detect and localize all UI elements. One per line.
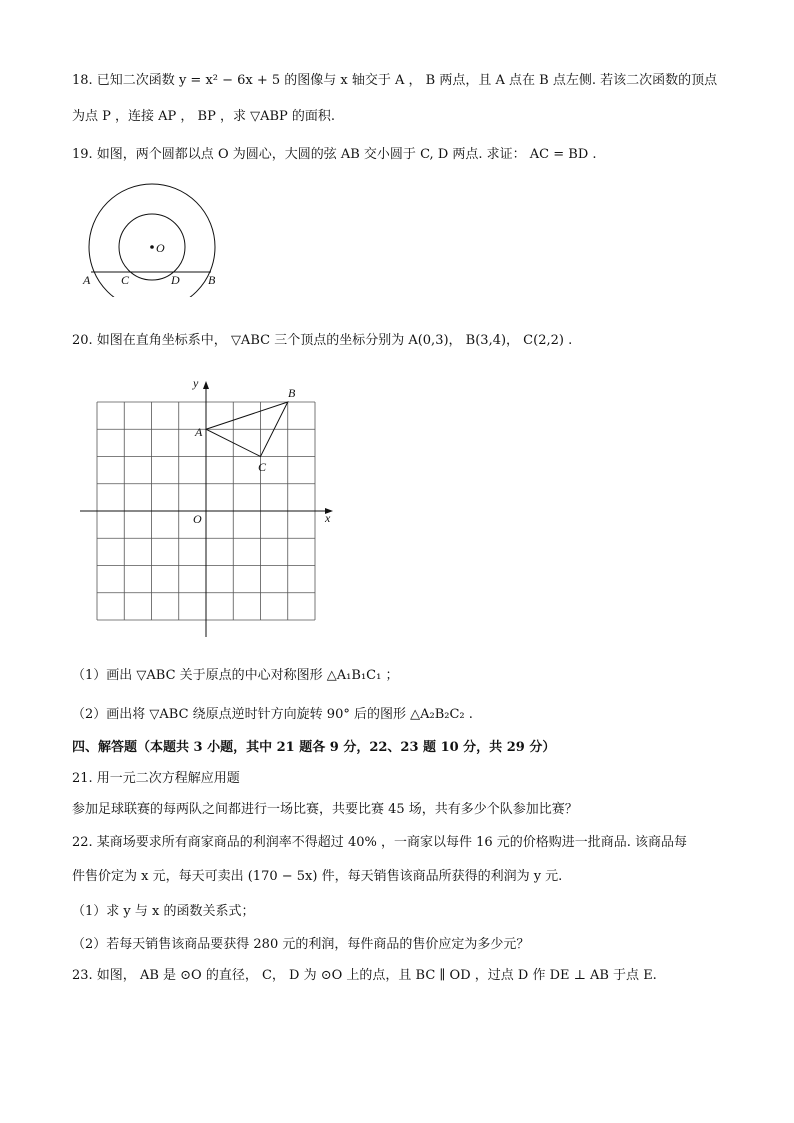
center-point bbox=[150, 245, 154, 249]
q19-text: 19. 如图，两个圆都以点 O 为圆心，大圆的弦 AB 交小圆于 C, D 两点. 求证： AC = BD . bbox=[72, 147, 597, 162]
label-d: D bbox=[171, 273, 180, 287]
q20-text: 20. 如图在直角坐标系中， ▽ABC 三个顶点的坐标分别为 A(0,3)， B(3,4)， C(2,2) . bbox=[72, 333, 573, 348]
q20-figure bbox=[75, 370, 345, 645]
q22-line1: 22. 某商场要求所有商家商品的利润率不得超过 40% ，一商家以每件 16 元的价格购进一批商品. 该商品每 bbox=[72, 835, 688, 850]
q18-line1: 18. 已知二次函数 y = x² − 6x + 5 的图像与 x 轴交于 A ， B 两点，且 A 点在 B 点左侧. 若该二次函数的顶点 bbox=[72, 73, 718, 88]
q22-part2: （2）若每天销售该商品要获得 280 元的利润，每件商品的售价应定为多少元？ bbox=[72, 937, 530, 952]
q20-part2: （2）画出将 ▽ABC 绕原点逆时针方向旋转 90° 后的图形 △A₂B₂C₂ . bbox=[72, 707, 473, 722]
label-b: B bbox=[288, 386, 296, 400]
label-c: C bbox=[121, 273, 130, 287]
y-axis-arrow bbox=[203, 381, 209, 389]
label-a: A bbox=[83, 273, 91, 287]
label-c: C bbox=[258, 460, 267, 474]
label-a: A bbox=[195, 425, 203, 439]
q18-line2: 为点 P ，连接 AP ， BP ，求 ▽ABP 的面积. bbox=[72, 109, 336, 124]
label-y: y bbox=[193, 376, 199, 390]
q20-part1: （1）画出 ▽ABC 关于原点的中心对称图形 △A₁B₁C₁ ； bbox=[72, 668, 399, 683]
label-b: B bbox=[208, 273, 216, 287]
q23-text: 23. 如图， AB 是 ⊙O 的直径， C， D 为 ⊙O 上的点，且 BC ∥ OD ，过点 D 作 DE ⊥ AB 于点 E. bbox=[72, 968, 657, 983]
q22-part1: （1）求 y 与 x 的函数关系式； bbox=[72, 904, 255, 919]
q22-line2: 件售价定为 x 元，每天可卖出 (170 − 5x) 件，每天销售该商品所获得的利润为 y 元. bbox=[72, 869, 563, 884]
q19-figure bbox=[75, 172, 235, 297]
q21-title: 21. 用一元二次方程解应用题 bbox=[72, 771, 240, 786]
label-origin: O bbox=[193, 512, 202, 526]
q21-text: 参加足球联赛的每两队之间都进行一场比赛，共要比赛 45 场，共有多少个队参加比赛？ bbox=[72, 802, 578, 817]
section-4-heading: 四、解答题（本题共 3 小题，其中 21 题各 9 分，22、23 题 10 分，共 29 分） bbox=[72, 740, 556, 755]
label-o: O bbox=[156, 241, 165, 255]
label-x: x bbox=[325, 511, 331, 525]
